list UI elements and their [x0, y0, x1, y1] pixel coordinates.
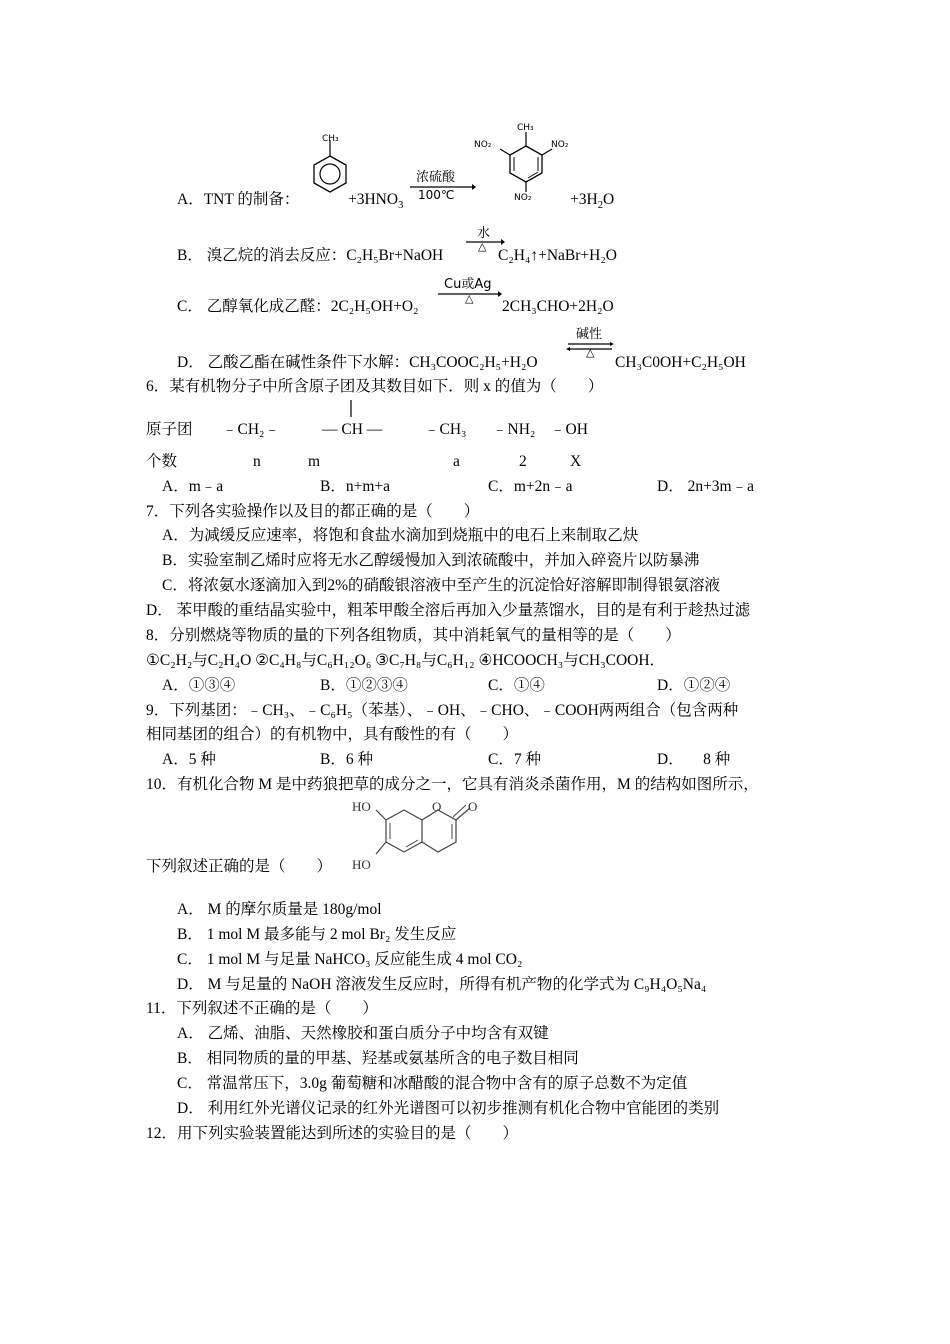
q5-d-condition-bottom: △ — [586, 346, 595, 359]
q5-option-c: C． 乙醇氧化成乙醛：2C₂H₅OH+O₂ — [177, 298, 419, 315]
tnt-no2-right-label: NO₂ — [551, 140, 569, 150]
q6-group-ch2: ﹣CH₂﹣ — [222, 421, 280, 438]
q8-option-d: D．①②④ — [657, 677, 731, 694]
q7-option-b: B．实验室制乙烯时应将无水乙醇缓慢加入到浓硫酸中，并加入碎瓷片以防暴沸 — [162, 552, 700, 569]
q11-option-c: C． 常温常压下，3.0g 葡萄糖和冰醋酸的混合物中含有的原子总数不为定值 — [177, 1075, 688, 1092]
q6-row-label-counts: 个数 — [146, 453, 178, 470]
q8-items: ①C₂H₂与C₂H₄O ②C₄H₈与C₆H₁₂O₆ ③C₇H₈与C₆H₁₂ ④HCOOCH₃与CH₃COOH． — [146, 652, 666, 669]
q7-stem: 7．下列各实验操作以及目的都正确的是（ ） — [146, 503, 480, 520]
q11-stem: 11．下列叙述不正确的是（ ） — [146, 1000, 378, 1017]
q6-count-m: m — [308, 453, 321, 470]
q5-d-condition-top: 碱性 — [576, 327, 603, 342]
q12-stem: 12．用下列实验装置能达到所述的实验目的是（ ） — [146, 1125, 519, 1142]
q5-b-product: C₂H₄↑+NaBr+H₂O — [498, 247, 617, 264]
q5-a-product: $+3H_2O$ — [570, 191, 615, 212]
q5-option-a-label: A．TNT 的制备： — [177, 191, 300, 208]
q5-c-product: 2CH₃CHO+2H₂O — [502, 298, 614, 315]
q6-count-n: n — [253, 453, 261, 470]
q6-ch-bond — [349, 400, 353, 418]
q6-option-d: D． 2n+3m﹣a — [657, 478, 754, 495]
q6-option-b: B．n+m+a — [320, 478, 391, 495]
q9-stem-line2: 相同基团的组合）的有机物中，具有酸性的有（ ） — [146, 726, 519, 743]
q11-option-b: B． 相同物质的量的甲基、羟基或氨基所含的电子数目相同 — [177, 1050, 579, 1067]
q6-group-nh2: ﹣NH₂ — [492, 421, 536, 438]
q11-option-a: A． 乙烯、油脂、天然橡胶和蛋白质分子中均含有双键 — [177, 1025, 549, 1042]
q9-option-c: C．7 种 — [488, 751, 541, 768]
q10-option-a: A． M 的摩尔质量是 180g/mol — [177, 901, 382, 918]
q5-option-b: B． 溴乙烷的消去反应：C₂H₅Br+NaOH — [177, 247, 444, 264]
q10-stem-line2: 下列叙述正确的是（ ） — [146, 858, 333, 875]
q6-count-x: X — [570, 453, 582, 470]
q5-option-d: D． 乙酸乙酯在碱性条件下水解：CH₃COOC₂H₅+H₂O — [177, 354, 538, 371]
q6-option-c: C．m+2n﹣a — [488, 478, 573, 495]
q7-option-c: C．将浓氨水逐滴加入到2%的硝酸银溶液中至产生的沉淀恰好溶解即制得银氨溶液 — [162, 577, 721, 594]
toluene-ch3-label: CH₃ — [322, 134, 339, 144]
q5-b-condition-top: 水 — [477, 226, 491, 241]
q6-group-ch: — CH — — [322, 421, 383, 438]
q10-stem-line1: 10．有机化合物 M 是中药狼把草的成分之一，它具有消炎杀菌作用，M 的结构如图所示， — [146, 776, 759, 793]
tnt-no2-left-label: NO₂ — [474, 140, 492, 150]
q10-option-b: B． 1 mol M 最多能与 2 mol Br₂ 发生反应 — [177, 926, 457, 943]
q6-group-ch3: ﹣CH₃ — [424, 421, 467, 438]
q5-a-reagent: $+3HNO_3$ — [348, 191, 404, 212]
q7-option-a: A．为减缓反应速率，将饱和食盐水滴加到烧瓶中的电石上来制取乙炔 — [162, 527, 639, 544]
tnt-ch3-label: CH₃ — [517, 123, 534, 133]
q8-option-a: A．①③④ — [162, 677, 236, 694]
q10-option-d: D． M 与足量的 NaOH 溶液发生反应时，所得有机产物的化学式为 C₉H₄O₅Na₄ — [177, 976, 707, 993]
compound-m-keto-o: O — [468, 799, 478, 814]
q6-group-oh: ﹣OH — [550, 421, 588, 438]
q5-c-condition-top: Cu或Ag — [444, 277, 492, 292]
q9-option-a: A．5 种 — [162, 751, 216, 768]
q9-stem-line1: 9．下列基团：﹣CH₃、﹣C₆H₅（苯基）、﹣OH、﹣CHO、﹣COOH两两组合（包含两种 — [146, 702, 739, 719]
q5-c-condition-bottom: △ — [465, 292, 474, 305]
toluene-structure — [310, 138, 350, 208]
q6-count-a: a — [453, 453, 460, 470]
q6-row-label-groups: 原子团 — [146, 421, 193, 438]
q8-option-c: C．①④ — [488, 677, 545, 694]
compound-m-ho-bottom: HO — [352, 857, 371, 872]
q11-option-d: D． 利用红外光谱仪记录的红外光谱图可以初步推测有机化合物中官能团的类别 — [177, 1100, 720, 1117]
q9-option-d: D． 8 种 — [657, 751, 731, 768]
tnt-no2-bottom-label: NO₂ — [514, 193, 532, 203]
q6-stem: 6．某有机物分子中所含原子团及其数目如下．则 x 的值为（ ） — [146, 378, 604, 395]
q8-stem: 8．分别燃烧等物质的量的下列各组物质，其中消耗氧气的量相等的是（ ） — [146, 627, 681, 644]
q5-a-condition-top: 浓硫酸 — [416, 170, 456, 185]
q7-option-d: D． 苯甲酸的重结晶实验中，粗苯甲酸全溶后再加入少量蒸馏水，目的是有利于趁热过滤 — [146, 602, 751, 619]
q5-b-condition-bottom: △ — [478, 240, 487, 253]
q8-option-b: B．①②③④ — [320, 677, 408, 694]
q9-option-b: B．6 种 — [320, 751, 373, 768]
q6-count-2: 2 — [519, 453, 527, 470]
compound-m-ho-top: HO — [352, 799, 371, 814]
q5-a-condition-bottom: 100℃ — [418, 188, 455, 202]
q5-d-product: CH₃C0OH+C₂H₅OH — [615, 354, 746, 371]
q10-option-c: C． 1 mol M 与足量 NaHCO₃ 反应能生成 4 mol CO₂ — [177, 951, 523, 968]
q6-option-a: A．m﹣a — [162, 478, 224, 495]
compound-m-ring-o: O — [432, 799, 442, 814]
